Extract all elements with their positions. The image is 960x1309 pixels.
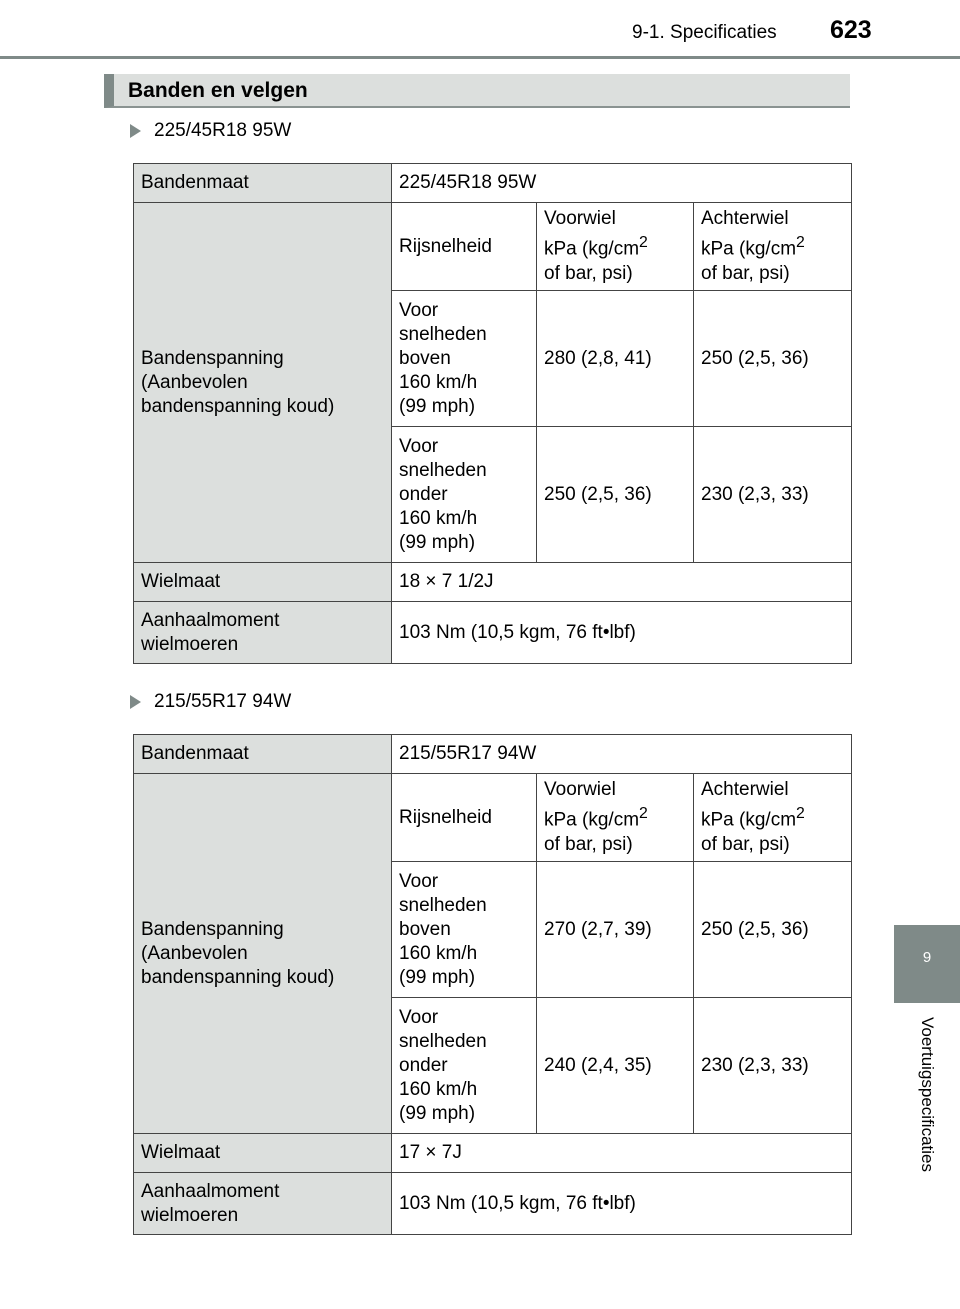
cell-rear-above: 250 (2,5, 36) (694, 862, 852, 998)
cell-rear-above: 250 (2,5, 36) (694, 291, 852, 427)
chapter-tab[interactable] (894, 925, 960, 1003)
cell-rear-head: Achterwiel kPa ($kg/cm^2$ of bar, psi) (694, 203, 852, 291)
cell-front-above: 270 (2,7, 39) (537, 862, 694, 998)
bullet-triangle-icon (130, 124, 141, 138)
tire-size-bullet (130, 691, 291, 713)
cell-front-head: Voorwiel kPa ($kg/cm^2$ of bar, psi) (537, 203, 694, 291)
cell-rear-below: 230 (2,3, 33) (694, 998, 852, 1134)
tire-spec-table (133, 734, 852, 1235)
cell-rear-below: 230 (2,3, 33) (694, 427, 852, 563)
cell-size-value: 225/45R18 95W (392, 164, 852, 203)
cell-size-label: Bandenmaat (134, 164, 392, 203)
tire-size-bullet (130, 120, 291, 142)
bullet-triangle-icon (130, 695, 141, 709)
cell-torque-value: 103 Nm (10,5 kgm, 76 ft•lbf) (392, 1173, 852, 1235)
chapter-label: Voertuigspecificaties (918, 1017, 937, 1172)
cell-wheel-label: Wielmaat (134, 563, 392, 602)
cell-front-head: Voorwiel kPa ($kg/cm^2$ of bar, psi) (537, 774, 694, 862)
cell-size-label: Bandenmaat (134, 735, 392, 774)
cell-speed-below: Voor snelheden onder 160 km/h (99 mph) (392, 998, 537, 1134)
cell-front-below: 240 (2,4, 35) (537, 998, 694, 1134)
section-heading-bar (104, 74, 850, 108)
tire-spec-table (133, 163, 852, 664)
page-header-section: 9-1. Specificaties (632, 22, 777, 43)
cell-speed-above: Voor snelheden boven 160 km/h (99 mph) (392, 291, 537, 427)
header-rule (0, 56, 960, 59)
bullet-text: 215/55R17 94W (154, 691, 292, 712)
cell-wheel-value: 17 × 7J (392, 1134, 852, 1173)
cell-speed-above: Voor snelheden boven 160 km/h (99 mph) (392, 862, 537, 998)
cell-wheel-value: 18 × 7 1/2J (392, 563, 852, 602)
cell-speed-head: Rijsnelheid (392, 774, 537, 862)
cell-rear-head: Achterwiel kPa ($kg/cm^2$ of bar, psi) (694, 774, 852, 862)
cell-pressure-label: Bandenspanning (Aanbevolen bandenspanning koud) (134, 203, 392, 563)
cell-front-above: 280 (2,8, 41) (537, 291, 694, 427)
cell-front-below: 250 (2,5, 36) (537, 427, 694, 563)
chapter-number: 9 (922, 949, 932, 966)
cell-torque-label: Aanhaalmoment wielmoeren (134, 602, 392, 664)
page-number: 623 (830, 16, 872, 44)
cell-size-value: 215/55R17 94W (392, 735, 852, 774)
cell-wheel-label: Wielmaat (134, 1134, 392, 1173)
cell-pressure-label: Bandenspanning (Aanbevolen bandenspanning koud) (134, 774, 392, 1134)
cell-torque-value: 103 Nm (10,5 kgm, 76 ft•lbf) (392, 602, 852, 664)
section-title: Banden en velgen (128, 79, 308, 102)
cell-torque-label: Aanhaalmoment wielmoeren (134, 1173, 392, 1235)
cell-speed-below: Voor snelheden onder 160 km/h (99 mph) (392, 427, 537, 563)
cell-speed-head: Rijsnelheid (392, 203, 537, 291)
bullet-text: 225/45R18 95W (154, 120, 292, 141)
